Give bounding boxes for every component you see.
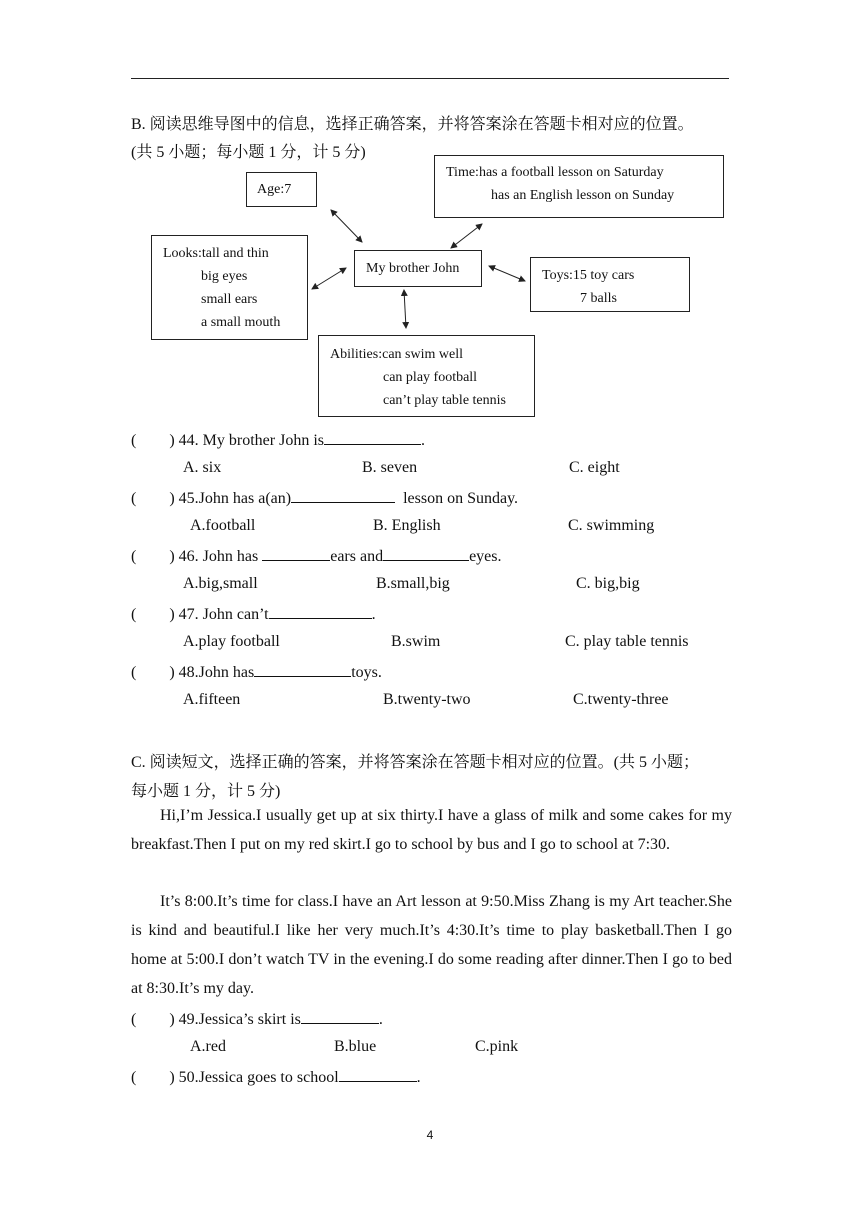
q45-option-b[interactable]: B. English: [373, 517, 441, 534]
question-48: [131, 662, 382, 682]
mindmap-toys-box: [530, 257, 690, 312]
q48-option-b[interactable]: B.twenty-two: [383, 691, 471, 708]
question-text: 48.John has: [178, 664, 255, 681]
answer-paren-open[interactable]: (: [131, 664, 137, 681]
center-text: My brother John: [366, 261, 460, 276]
q44-option-b[interactable]: B. seven: [362, 459, 418, 476]
question-45: [131, 488, 518, 508]
mindmap-center-box: [354, 250, 482, 287]
mindmap-time-box: [434, 155, 724, 218]
q46-option-a[interactable]: A.big,small: [183, 575, 258, 592]
mindmap-abilities-box: [318, 335, 535, 417]
q46-option-b[interactable]: B.small,big: [376, 575, 450, 592]
answer-blank: [254, 662, 351, 677]
answer-blank: [301, 1009, 379, 1024]
answer-paren-close: ): [169, 1011, 175, 1028]
question-text-end: .: [416, 1069, 421, 1086]
section-b-subheading: (共 5 小题；每小题 1 分，计 5 分): [131, 144, 366, 161]
question-46: [131, 546, 502, 566]
q48-option-c[interactable]: C.twenty-three: [573, 691, 669, 708]
answer-blank: [339, 1067, 417, 1082]
question-text-end: toys.: [351, 664, 382, 681]
question-49: [131, 1009, 383, 1029]
q45-option-a[interactable]: A.football: [190, 517, 256, 534]
arrow-abilities: [404, 290, 406, 328]
answer-blank: [324, 430, 421, 445]
section-b-heading: B. 阅读思维导图中的信息，选择正确答案，并将答案涂在答题卡相对应的位置。: [131, 116, 694, 133]
answer-blank: [291, 488, 395, 503]
question-text-end: lesson on Sunday.: [403, 490, 519, 507]
question-47: [131, 604, 376, 624]
arrow-toys: [489, 266, 525, 281]
q47-option-b[interactable]: B.swim: [391, 633, 441, 650]
time-line-2: has an English lesson on Sunday: [491, 188, 675, 203]
q48-option-a[interactable]: A.fifteen: [183, 691, 241, 708]
answer-paren-close: ): [169, 664, 175, 681]
question-text: 46. John has: [178, 548, 259, 565]
abilities-line-1: Abilities:can swim well: [330, 347, 463, 362]
looks-line-3: small ears: [201, 292, 258, 307]
time-line-1: Time:has a football lesson on Saturday: [446, 165, 664, 180]
q49-option-a[interactable]: A.red: [190, 1038, 226, 1055]
toys-line-2: 7 balls: [580, 291, 617, 306]
answer-paren-open[interactable]: (: [131, 606, 137, 623]
answer-paren-open[interactable]: (: [131, 490, 137, 507]
passage-paragraph-2: It’s 8:00.It’s time for class.I have an Art lesson at 9:50.Miss Zhang is my Art teacher.She is kind and beautiful.I like her very much.It’s 4:30.It’s time to play basketball.Then I go home at 5:00.I don’t watch TV in the evening.I do some reading after dinner.Then I go to bed at 8:30.It’s my day.: [131, 893, 732, 997]
question-text: 49.Jessica’s skirt is: [178, 1011, 301, 1028]
looks-line-2: big eyes: [201, 269, 248, 284]
arrow-time: [451, 224, 482, 248]
q45-option-c[interactable]: C. swimming: [568, 517, 655, 534]
looks-line-4: a small mouth: [201, 315, 281, 330]
q47-option-a[interactable]: A.play football: [183, 633, 280, 650]
abilities-line-3: can’t play table tennis: [383, 393, 506, 408]
section-c-heading: C. 阅读短文，选择正确的答案，并将答案涂在答题卡相对应的位置。(共 5 小题；: [131, 754, 700, 771]
question-text: 44. My brother John is: [178, 432, 324, 449]
answer-blank-2: [383, 546, 469, 561]
arrow-age: [331, 210, 362, 242]
q44-option-c[interactable]: C. eight: [569, 459, 620, 476]
mindmap-looks-box: [151, 235, 308, 340]
section-c-subheading: 每小题 1 分，计 5 分): [131, 783, 281, 800]
answer-paren-close: ): [169, 1069, 175, 1086]
question-text: 50.Jessica goes to school: [178, 1069, 339, 1086]
question-text-end: .: [371, 606, 376, 623]
question-text-mid: ears and: [330, 548, 384, 565]
q44-option-a[interactable]: A. six: [183, 459, 222, 476]
looks-line-1: Looks:tall and thin: [163, 246, 269, 261]
arrow-looks: [312, 268, 346, 289]
answer-paren-close: ): [169, 432, 175, 449]
answer-paren-open[interactable]: (: [131, 548, 137, 565]
toys-line-1: Toys:15 toy cars: [542, 268, 635, 283]
answer-paren-open[interactable]: (: [131, 1011, 137, 1028]
answer-blank-1: [262, 546, 330, 561]
q46-option-c[interactable]: C. big,big: [576, 575, 640, 592]
answer-blank: [269, 604, 372, 619]
question-text-end: eyes.: [469, 548, 502, 565]
answer-paren-open[interactable]: (: [131, 432, 137, 449]
answer-paren-open[interactable]: (: [131, 1069, 137, 1086]
question-text-end: .: [378, 1011, 383, 1028]
question-text: 47. John can’t: [178, 606, 269, 623]
answer-paren-close: ): [169, 606, 175, 623]
q49-option-b[interactable]: B.blue: [334, 1038, 377, 1055]
page-number: 4: [426, 1128, 434, 1142]
age-text: Age:7: [257, 182, 292, 197]
q49-option-c[interactable]: C.pink: [475, 1038, 519, 1055]
q47-option-c[interactable]: C. play table tennis: [565, 633, 689, 650]
question-text: 45.John has a(an): [178, 490, 292, 507]
abilities-line-2: can play football: [383, 370, 478, 385]
answer-paren-close: ): [169, 548, 175, 565]
question-50: [131, 1067, 421, 1087]
passage-paragraph-1: Hi,I’m Jessica.I usually get up at six thirty.I have a glass of milk and some cakes for my breakfast.Then I put on my red skirt.I go to school by bus and I go to school at 7:30.: [131, 807, 732, 853]
answer-paren-close: ): [169, 490, 175, 507]
mindmap-age-box: [246, 172, 317, 207]
question-44: [131, 430, 425, 450]
question-text-end: .: [420, 432, 425, 449]
